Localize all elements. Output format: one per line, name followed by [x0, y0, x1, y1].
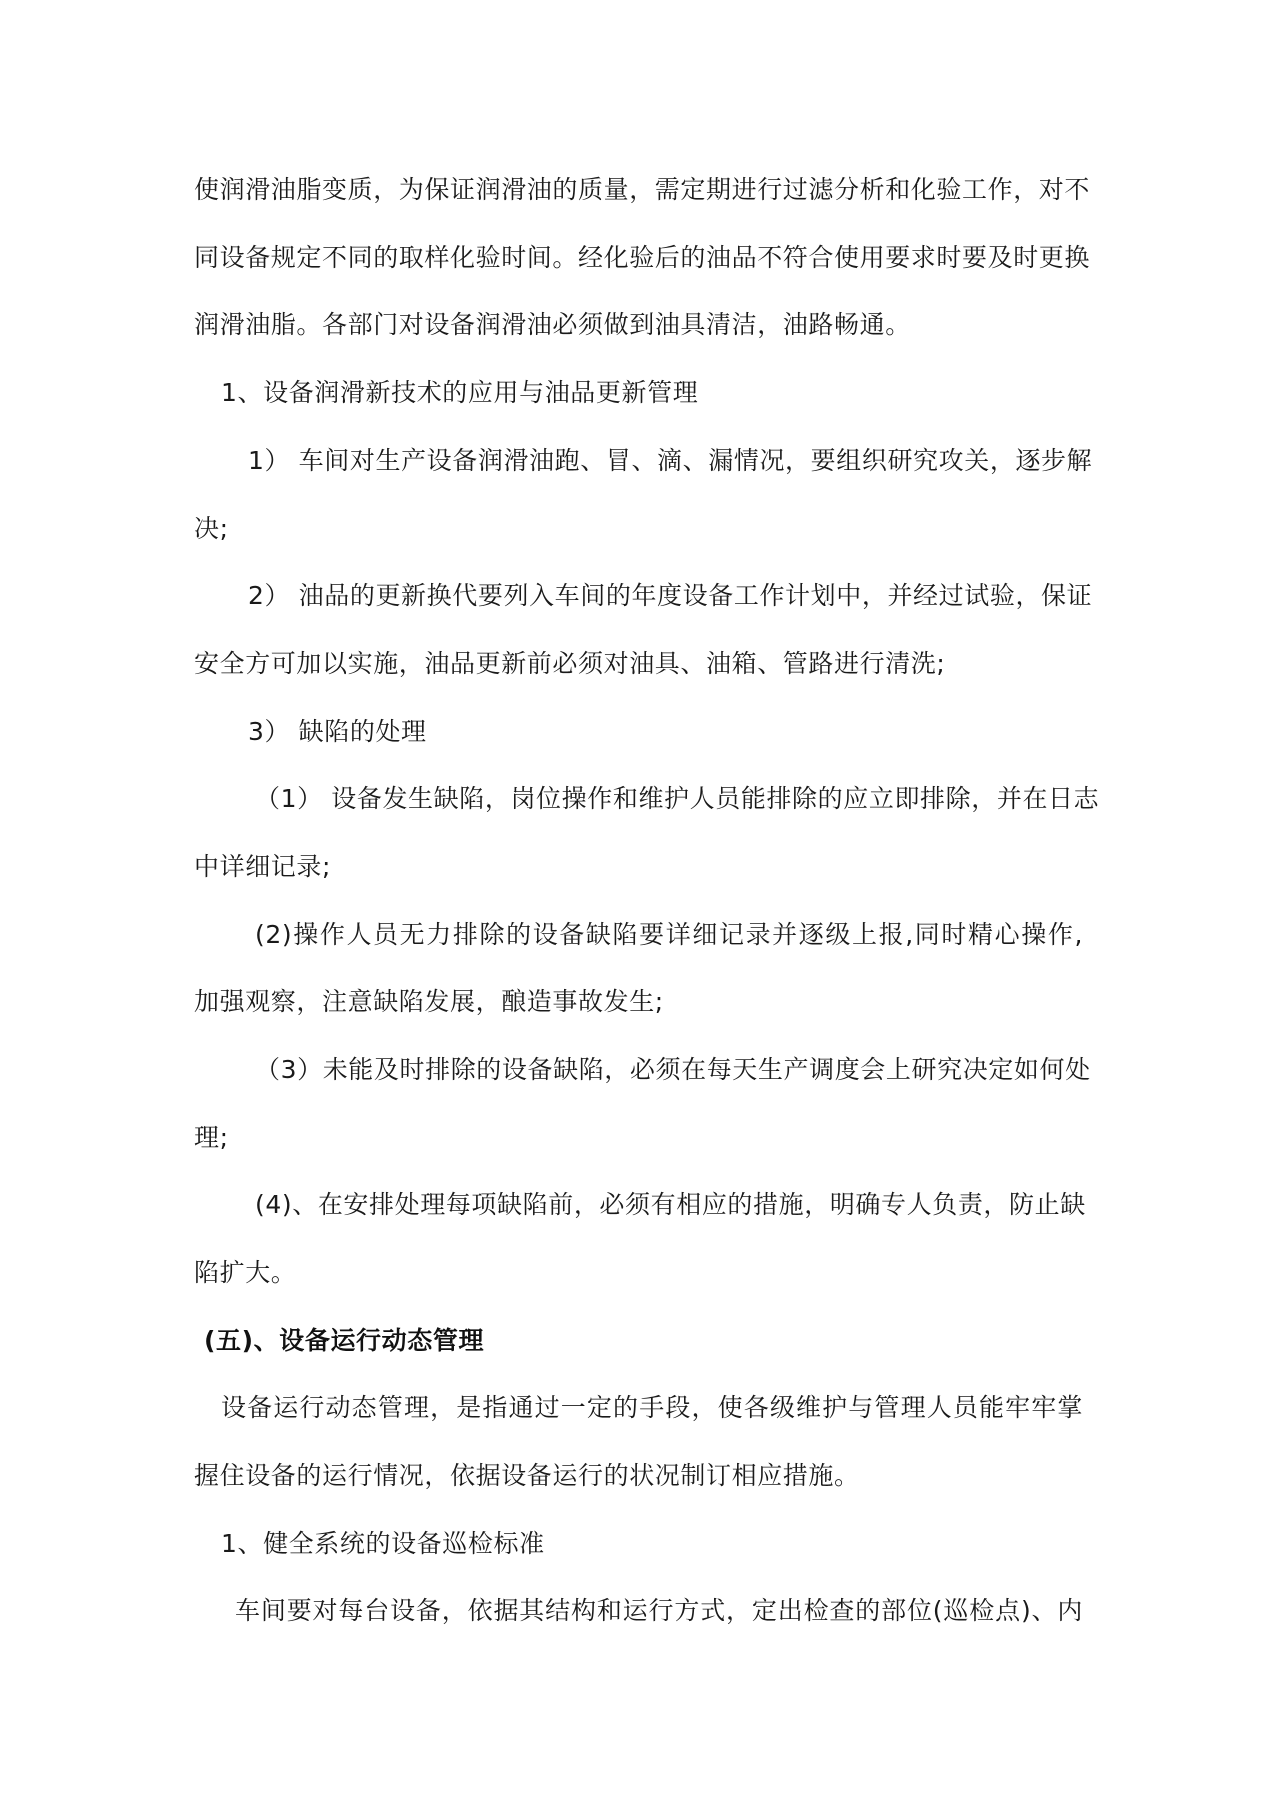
paragraph-line: 车间要对每台设备，依据其结构和运行方式，定出检查的部位(巡检点)、内: [235, 1596, 1083, 1625]
section-heading-1: 1、设备润滑新技术的应用与油品更新管理: [221, 378, 699, 407]
paragraph-line: 握住设备的运行情况，依据设备运行的状况制订相应措施。: [194, 1461, 860, 1490]
paragraph-line: 润滑油脂。各部门对设备润滑油必须做到油具清洁，油路畅通。: [194, 310, 911, 339]
list-item-2: 2） 油品的更新换代要列入车间的年度设备工作计划中，并经过试验，保证: [248, 581, 1093, 610]
sub-item-3: （3）未能及时排除的设备缺陷，必须在每天生产调度会上研究决定如何处: [255, 1055, 1091, 1084]
section-heading-1: 1、健全系统的设备巡检标准: [221, 1529, 545, 1558]
list-item-3: 3） 缺陷的处理: [248, 717, 427, 746]
paragraph-line: 加强观察，注意缺陷发展，酿造事故发生;: [194, 987, 664, 1016]
sub-item-2: (2)操作人员无力排除的设备缺陷要详细记录并逐级上报,同时精心操作,: [255, 920, 1083, 949]
chapter-heading: (五)、设备运行动态管理: [204, 1326, 485, 1355]
paragraph-line: 理;: [194, 1123, 229, 1152]
paragraph-line: 陷扩大。: [194, 1258, 297, 1287]
sub-item-4: (4)、在安排处理每项缺陷前，必须有相应的措施，明确专人负责，防止缺: [255, 1190, 1086, 1219]
paragraph-line: 决;: [194, 514, 229, 543]
paragraph-line: 中详细记录;: [194, 852, 332, 881]
sub-item-1: （1） 设备发生缺陷，岗位操作和维护人员能排除的应立即排除，并在日志: [255, 784, 1100, 813]
paragraph-line: 设备运行动态管理，是指通过一定的手段，使各级维护与管理人员能牢牢掌: [221, 1393, 1083, 1422]
paragraph-line: 同设备规定不同的取样化验时间。经化验后的油品不符合使用要求时要及时更换: [194, 243, 1091, 272]
list-item-1: 1） 车间对生产设备润滑油跑、冒、滴、漏情况，要组织研究攻关，逐步解: [248, 446, 1093, 475]
paragraph-line: 安全方可加以实施，油品更新前必须对油具、油箱、管路进行清洗;: [194, 649, 946, 678]
paragraph-line: 使润滑油脂变质，为保证润滑油的质量，需定期进行过滤分析和化验工作，对不: [194, 175, 1091, 204]
